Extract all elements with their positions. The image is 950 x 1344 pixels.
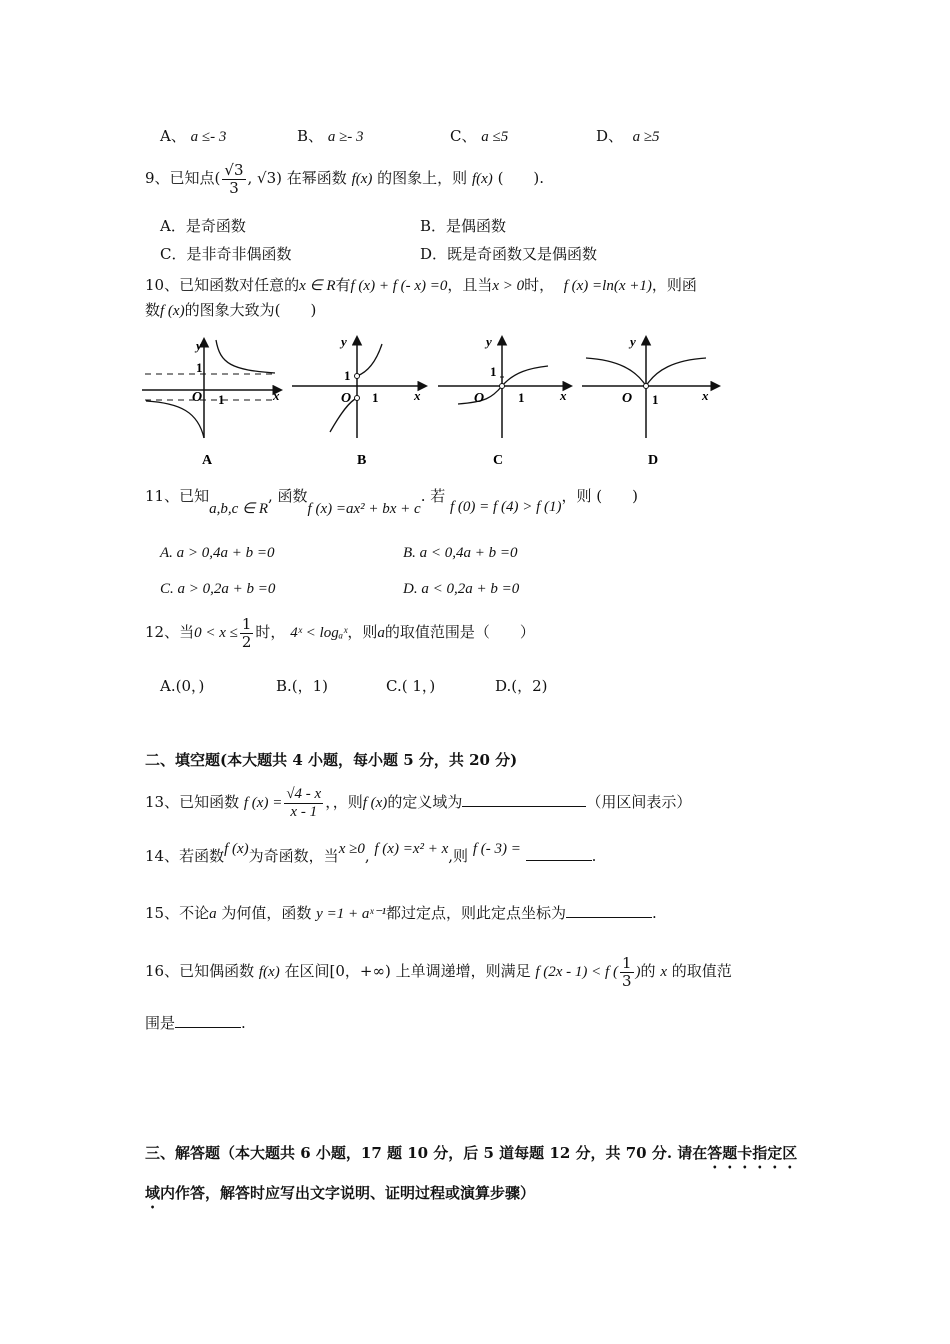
graph-b <box>292 334 425 468</box>
q8-option-c: C、 a ≤5 <box>450 127 509 145</box>
graph-b-x-label: x <box>414 388 421 403</box>
q9-option-b: B．是偶函数 <box>420 217 507 235</box>
q12-stem: 12、当0 < x ≤ $\frac{1}{2}$ 时， 4ˣ < logₐˣ，则a的取值范围是（ ） <box>145 615 535 651</box>
graph-b-one-y: 1 <box>344 368 351 383</box>
q11-stem: 11、已知a,b,c ∈ R, 函数f (x) =ax² + bx + c. 若 f (0) = f (4) > f (1)，则 ( ) <box>145 487 638 517</box>
q9-option-c: C．是非奇非偶函数 <box>160 245 292 263</box>
graph-d-label: D <box>648 453 659 468</box>
q11-option-d: D. a < 0,2a + b =0 <box>403 581 520 597</box>
graph-a-one-x: 1 <box>218 392 225 407</box>
q16-answer-blank[interactable] <box>175 1013 241 1028</box>
graph-a <box>142 338 280 468</box>
q10-graphs <box>140 328 730 470</box>
graph-c-x-label: x <box>560 388 567 403</box>
q16-stem-line2: 围是 . <box>145 1014 246 1032</box>
q9-stem: 9、已知点( $\frac{√3}{3}$ , √3) 在幂函数 f(x) 的图象上，则 f(x) ( ). <box>145 161 545 197</box>
q12-option-d: D.(，2) <box>495 677 548 695</box>
graph-d-one-x: 1 <box>652 392 659 407</box>
q8-option-b: B、 a ≥- 3 <box>297 127 364 145</box>
q12-option-b: B.(，1) <box>276 677 329 695</box>
graph-a-label: A <box>202 453 213 468</box>
graph-c-y-label: y <box>486 334 492 349</box>
q15-stem: 15、不论a 为何值，函数 y =1 + aˣ⁻¹都过定点，则此定点坐标为 . <box>145 904 657 922</box>
graph-a-x-label: x <box>273 388 280 403</box>
section3-heading-line2: 域内作答，解答时应写出文字说明、证明过程或演算步骤） <box>145 1184 536 1202</box>
q12-option-c: C.( 1，) <box>386 677 436 695</box>
q9-option-d: D．既是奇函数又是偶函数 <box>420 245 598 263</box>
q10-stem-line1: 10、已知函数对任意的x ∈ R有f (x) + f (- x) =0，且当x > 0时， f (x) =ln(x +1)，则函 <box>145 276 697 294</box>
q8-option-a: A、 a ≤- 3 <box>160 127 227 145</box>
section2-heading: 二、填空题(本大题共 4 小题，每小题 5 分，共 20 分) <box>145 751 518 769</box>
graph-d-x-label: x <box>702 388 709 403</box>
graph-d-origin: O <box>622 391 633 406</box>
q8-option-d: D、 a ≥5 <box>596 127 660 145</box>
graph-c-label: C <box>493 453 504 468</box>
graph-a-y-label: y <box>196 338 202 353</box>
answer-sheet-emphasis: 答题卡指定区 <box>707 1144 798 1162</box>
q13-answer-blank[interactable] <box>462 792 586 807</box>
graph-a-origin: O <box>192 390 203 405</box>
q11-option-b: B. a < 0,4a + b =0 <box>403 545 518 561</box>
graph-b-label: B <box>357 453 367 468</box>
q15-answer-blank[interactable] <box>566 903 652 918</box>
graph-c-one-y: 1 <box>490 364 497 379</box>
graph-b-origin: O <box>341 391 352 406</box>
q14-answer-blank[interactable] <box>526 846 592 861</box>
graph-c-origin: O <box>474 391 485 406</box>
section3-heading-line1: 三、解答题（本大题共 6 小题，17 题 10 分，后 5 道每题 12 分，共 70 分. 请在答题卡指定区 <box>145 1144 798 1162</box>
q11-option-a: A. a > 0,4a + b =0 <box>160 545 275 561</box>
q14-stem: 14、若函数f (x)为奇函数，当x ≥0, f (x) =x² + x,则 f (- 3) = . <box>145 841 597 865</box>
q16-stem-line1: 16、已知偶函数 f(x) 在区间[0，+∞) 上单调递增，则满足 f (2x - 1) < f ( $\frac{1}{3}$ )的 x 的取值范 <box>145 954 732 990</box>
graph-d <box>582 334 718 468</box>
graph-d-y-label: y <box>630 334 636 349</box>
graph-b-y-label: y <box>341 334 347 349</box>
q12-option-a: A.(0，) <box>160 677 205 695</box>
graph-c-one-x: 1 <box>518 390 525 405</box>
q9-option-a: A．是奇函数 <box>160 217 246 235</box>
graph-a-one-y: 1 <box>196 360 203 375</box>
q10-stem-line2: 数f (x)的图象大致为( ) <box>145 301 317 319</box>
graph-c <box>438 334 570 468</box>
q13-stem: 13、已知函数 f (x) = $\frac{√4 - x}{x - 1}$ ，，则f (x)的定义域为 （用区间表示） <box>145 786 692 820</box>
graph-b-one-x: 1 <box>372 390 379 405</box>
q11-option-c: C. a > 0,2a + b =0 <box>160 581 276 597</box>
